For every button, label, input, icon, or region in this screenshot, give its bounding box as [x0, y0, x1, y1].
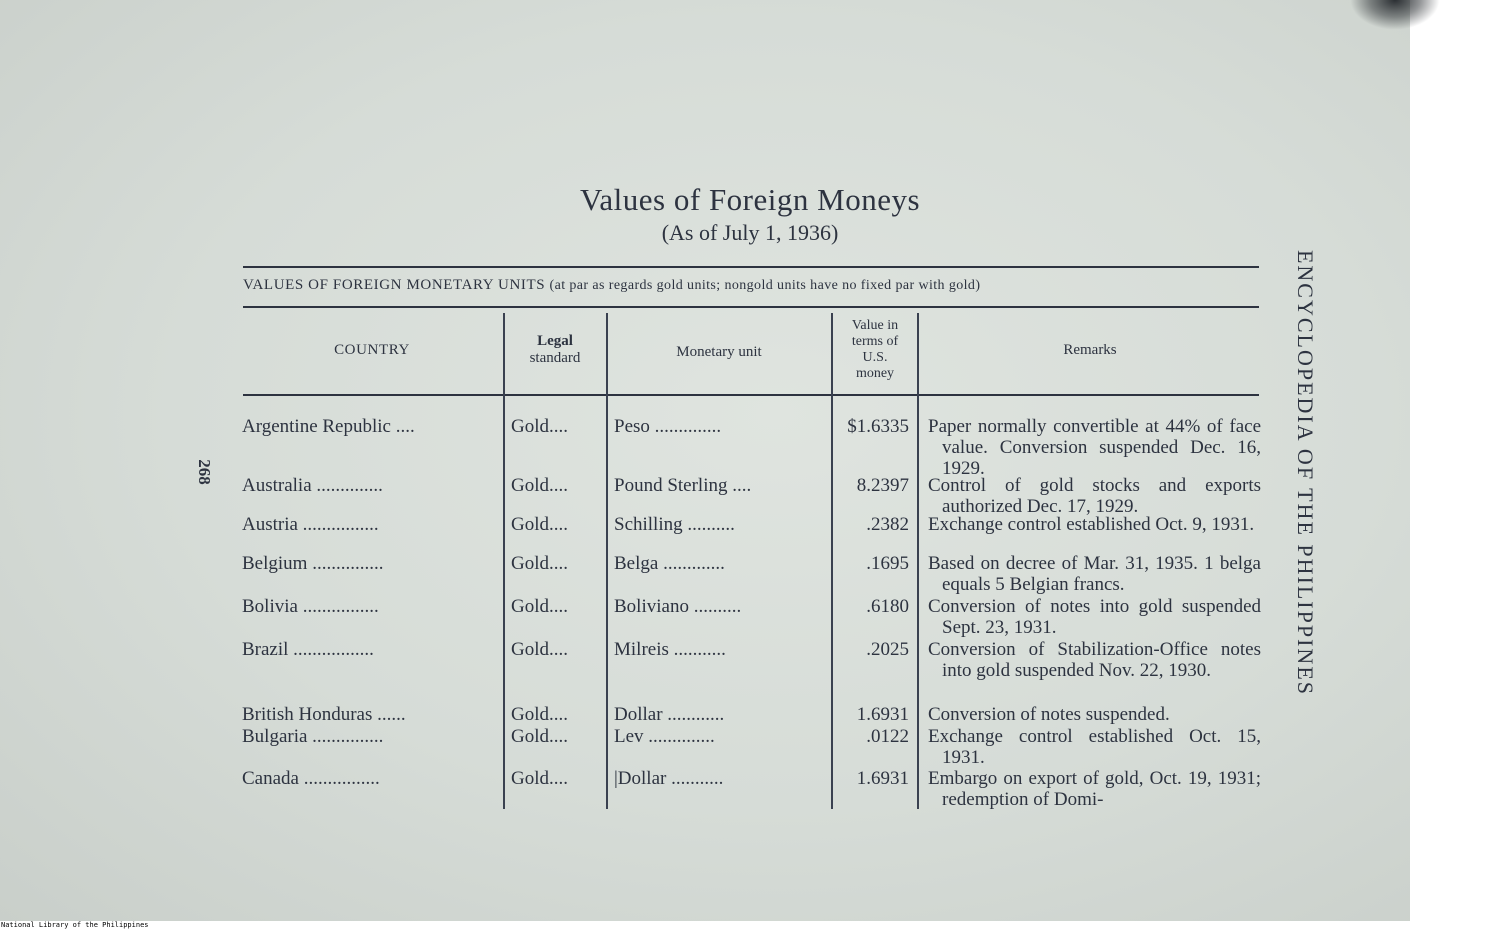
- value-header-line-2: terms of: [851, 334, 899, 349]
- column-divider-2: [606, 313, 608, 809]
- remarks-cell: Conversion of notes suspended.: [928, 704, 1170, 725]
- caption-note: (at par as regards gold units; nongold units have no fixed par with gold): [549, 278, 981, 293]
- legal-standard-line-1: Legal: [537, 333, 573, 349]
- header-top-rule: [243, 306, 1259, 308]
- remarks-cell: Exchange control established Oct. 9, 1931.: [928, 514, 1255, 535]
- header-bottom-rule: [243, 394, 1259, 396]
- unit-cell: Belga .............: [614, 553, 725, 574]
- standard-cell: Gold....: [511, 726, 568, 747]
- unit-cell: Pound Sterling ....: [614, 475, 752, 496]
- country-cell: Australia ..............: [242, 475, 383, 496]
- country-cell: Austria ................: [242, 514, 379, 535]
- column-divider-1: [503, 313, 505, 809]
- standard-cell: Gold....: [511, 768, 568, 789]
- column-divider-4: [917, 313, 919, 809]
- country-cell: Canada ................: [242, 768, 380, 789]
- unit-cell: Peso ..............: [614, 416, 722, 437]
- remarks-cell: Conversion of Stabilization-Office notes into gold suspended Nov. 22, 1930.: [928, 639, 1261, 681]
- value-header-line-1: Value in: [851, 318, 899, 333]
- country-cell: Belgium ...............: [242, 553, 384, 574]
- country-cell: Bulgaria ...............: [242, 726, 384, 747]
- column-header-value: [833, 318, 917, 382]
- remarks-cell: Based on decree of Mar. 31, 1935. 1 belga equals 5 Belgian francs.: [928, 553, 1261, 595]
- value-header-line-3: U.S.: [862, 350, 888, 365]
- page-subtitle: (As of July 1, 1936): [661, 220, 839, 245]
- page-title: Values of Foreign Moneys: [579, 182, 921, 217]
- remarks-cell: Exchange control established Oct. 15, 1931.: [928, 726, 1261, 768]
- country-cell: Brazil .................: [242, 639, 374, 660]
- value-cell: $1.6335: [847, 416, 909, 437]
- unit-cell: |Dollar ...........: [614, 768, 724, 789]
- standard-cell: Gold....: [511, 639, 568, 660]
- column-header-country: COUNTRY: [334, 342, 410, 358]
- country-cell: Bolivia ................: [242, 596, 379, 617]
- column-header-legal-standard: [505, 333, 605, 368]
- footer-credit: National Library of the Philippines: [1, 921, 149, 929]
- unit-cell: Boliviano ..........: [614, 596, 742, 617]
- table-caption: [243, 277, 1263, 294]
- value-cell: .1695: [866, 553, 909, 574]
- country-cell: Argentine Republic ....: [242, 416, 415, 437]
- remarks-cell: Control of gold stocks and exports authorized Dec. 17, 1929.: [928, 475, 1261, 517]
- column-header-monetary-unit: Monetary unit: [676, 344, 762, 360]
- value-cell: .2382: [866, 514, 909, 535]
- value-cell: .2025: [866, 639, 909, 660]
- remarks-cell: Embargo on export of gold, Oct. 19, 1931; redemption of Domi-: [928, 768, 1261, 810]
- value-cell: 1.6931: [856, 704, 909, 725]
- caption-main: VALUES OF FOREIGN MONETARY UNITS: [243, 277, 546, 293]
- footer-strip: [0, 921, 1410, 930]
- country-cell: British Honduras ......: [242, 704, 406, 725]
- value-cell: .0122: [866, 726, 909, 747]
- value-cell: 1.6931: [856, 768, 909, 789]
- standard-cell: Gold....: [511, 475, 568, 496]
- column-header-remarks: Remarks: [1063, 342, 1117, 358]
- standard-cell: Gold....: [511, 416, 568, 437]
- value-cell: 8.2397: [856, 475, 909, 496]
- legal-standard-line-2: standard: [529, 350, 581, 367]
- standard-cell: Gold....: [511, 596, 568, 617]
- unit-cell: Milreis ...........: [614, 639, 726, 660]
- value-cell: .6180: [866, 596, 909, 617]
- standard-cell: Gold....: [511, 704, 568, 725]
- top-rule: [243, 266, 1259, 268]
- value-header-line-4: money: [855, 366, 895, 381]
- standard-cell: Gold....: [511, 553, 568, 574]
- standard-cell: Gold....: [511, 514, 568, 535]
- page-number: 268: [195, 459, 214, 485]
- unit-cell: Schilling ..........: [614, 514, 735, 535]
- remarks-cell: Paper normally convertible at 44% of face value. Conversion suspended Dec. 16, 1929.: [928, 416, 1261, 479]
- unit-cell: Dollar ............: [614, 704, 725, 725]
- running-head-vertical: ENCYCLOPEDIA OF THE PHILIPPINES: [1293, 249, 1318, 696]
- remarks-cell: Conversion of notes into gold suspended Sept. 23, 1931.: [928, 596, 1261, 638]
- page-corner-shadow: [1350, 0, 1440, 30]
- unit-cell: Lev ..............: [614, 726, 715, 747]
